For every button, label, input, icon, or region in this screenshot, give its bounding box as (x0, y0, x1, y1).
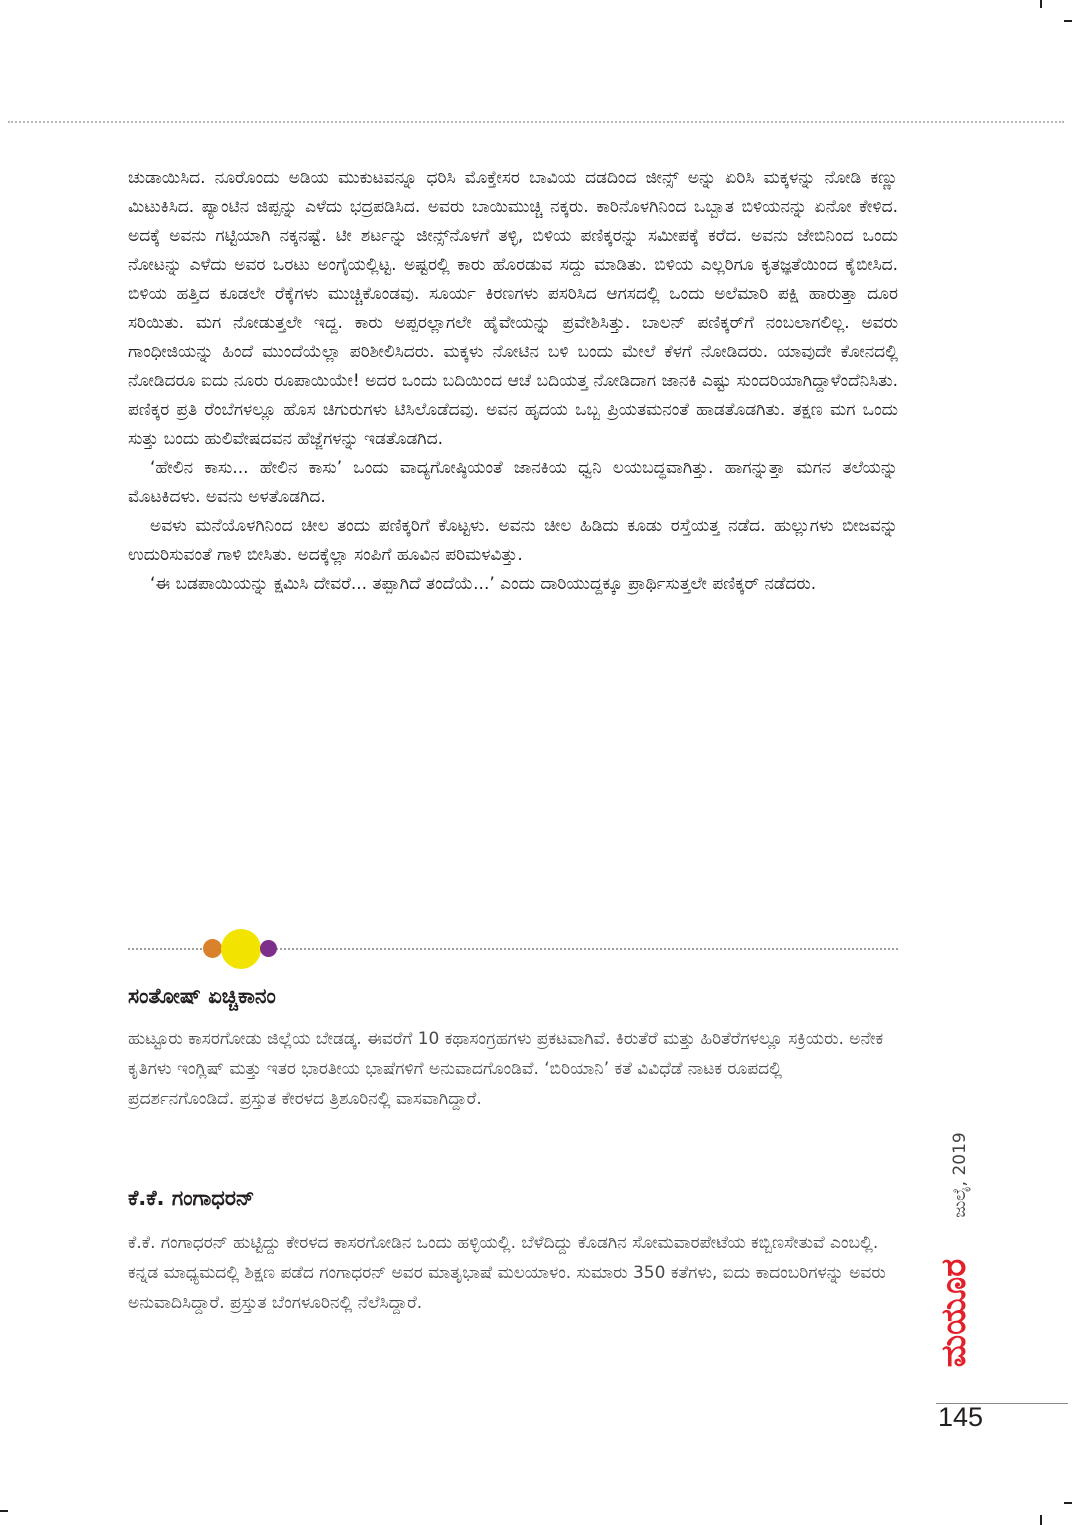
page-number: 145 (938, 1402, 984, 1432)
magazine-logo-text: ಮಯೂರ (934, 1258, 974, 1368)
header-dotted-rule (8, 121, 1064, 123)
issue-date-label: ಜುಲೈ, 2019 (950, 1132, 970, 1218)
author-name: ಸಂತೋಷ್ ಏಚ್ಚಿಕಾನಂ (128, 984, 276, 1008)
author-bio: ಹುಟ್ಟೂರು ಕಾಸರಗೋಡು ಜಿಲ್ಲೆಯ ಬೇಡಡ್ಕ. ಈವರೆಗೆ 10 ಕಥಾಸಂಗ್ರಹಗಳು ಪ್ರಕಟವಾಗಿವೆ. ಕಿರುತೆರೆ ಮತ್ತು ಹಿರಿತೆರೆಗಳಲ್ಲೂ ಸಕ್ರಿಯರು. ಅನೇಕ ಕೃತಿಗಳು ಇಂಗ್ಲಿಷ್ ಮತ್ತು ಇತರ ಭಾರತೀಯ ಭಾಷೆಗಳಿಗೆ ಅನುವಾದಗೊಂಡಿವೆ. ‘ಬಿರಿಯಾನಿ’ ಕತೆ ವಿವಿಧೆಡೆ ನಾಟಕ ರೂಪದಲ್ಲಿ ಪ್ರದರ್ಶನಗೊಂಡಿದೆ. ಪ್ರಸ್ತುತ ಕೇರಳದ ತ್ರಿಶೂರಿನಲ್ಲಿ ವಾಸವಾಗಿದ್ದಾರೆ. (128, 1029, 884, 1109)
crop-mark (0, 1510, 8, 1512)
magazine-logo (928, 1238, 980, 1388)
issue-date (940, 1120, 980, 1230)
story-paragraph: ಚುಡಾಯಿಸಿದ. ನೂರೊಂದು ಅಡಿಯ ಮುಕುಟವನ್ನೂ ಧರಿಸಿ ಮೊಕ್ತೇಸರ ಬಾವಿಯ ದಡದಿಂದ ಜೀನ್ಸ್ ಅನ್ನು ಏರಿಸಿ ಮಕ್ಕಳನ್ನು ನೋಡಿ ಕಣ್ಣು ಮಿಟುಕಿಸಿದ. ಪ್ಯಾಂಟಿನ ಜಿಪ್ಪನ್ನು ಎಳೆದು ಭದ್ರಪಡಿಸಿದ. ಅವರು ಬಾಯಿಮುಚ್ಚಿ ನಕ್ಕರು. ಕಾರಿನೊಳಗಿನಿಂದ ಒಬ್ಬಾತ ಬಿಳಿಯನನ್ನು ಏನೋ ಕೇಳಿದ. ಅದಕ್ಕೆ ಅವನು ಗಟ್ಟಿಯಾಗಿ ನಕ್ಕನಷ್ಟೆ. ಟೀ ಶರ್ಟನ್ನು ಜೀನ್ಸ್‌ನೊಳಗೆ ತಳ್ಳಿ, ಬಿಳಿಯ ಪಣಿಕ್ಕರನ್ನು ಸಮೀಪಕ್ಕೆ ಕರೆದ. ಅವನು ಜೇಬಿನಿಂದ ಒಂದು ನೋಟನ್ನು ಎಳೆದು ಅವರ ಒರಟು ಅಂಗೈಯಲ್ಲಿಟ್ಟ. ಅಷ್ಟರಲ್ಲಿ ಕಾರು ಹೊರಡುವ ಸದ್ದು ಮಾಡಿತು. ಬಿಳಿಯ ಎಲ್ಲರಿಗೂ ಕೃತಜ್ಞತೆಯಿಂದ ಕೈಬೀಸಿದ. ಬಿಳಿಯ ಹತ್ತಿದ ಕೂಡಲೇ ರೆಕ್ಕೆಗಳು ಮುಚ್ಚಿಕೊಂಡವು. ಸೂರ್ಯ ಕಿರಣಗಳು ಪಸರಿಸಿದ ಆಗಸದಲ್ಲಿ ಒಂದು ಅಲೆಮಾರಿ ಪಕ್ಷಿ ಹಾರುತ್ತಾ ದೂರ ಸರಿಯಿತು. ಮಗ ನೋಡುತ್ತಲೇ ಇದ್ದ. ಕಾರು ಅಪ್ಪರಲ್ಲಾಗಲೇ ಹೈವೇಯನ್ನು ಪ್ರವೇಶಿಸಿತ್ತು. ಬಾಲನ್ ಪಣಿಕ್ಕರ್‌ಗೆ ನಂಬಲಾಗಲಿಲ್ಲ. ಅವರು ಗಾಂಧೀಜಿಯನ್ನು ಹಿಂದೆ ಮುಂದೆಯೆಲ್ಲಾ ಪರಿಶೀಲಿಸಿದರು. ಮಕ್ಕಳು ನೋಟಿನ ಬಳಿ ಬಂದು ಮೇಲೆ ಕೆಳಗೆ ನೋಡಿದರು. ಯಾವುದೇ ಕೋನದಲ್ಲಿ ನೋಡಿದರೂ ಐದು ನೂರು ರೂಪಾಯಿಯೇ! ಅದರ ಒಂದು ಬದಿಯಿಂದ ಆಚೆ ಬದಿಯತ್ತ ನೋಡಿದಾಗ ಜಾನಕಿ ಎಷ್ಟು ಸುಂದರಿಯಾಗಿದ್ದಾಳೆಂದೆನಿಸಿತು. ಪಣಿಕ್ಕರ ಪ್ರತಿ ರೆಂಬೆಗಳಲ್ಲೂ ಹೊಸ ಚಿಗುರುಗಳು ಟಿಸಿಲೊಡೆದವು. ಅವನ ಹೃದಯ ಒಬ್ಬ ಪ್ರಿಯತಮನಂತೆ ಹಾಡತೊಡಗಿತು. ತಕ್ಷಣ ಮಗ ಒಂದು ಸುತ್ತು ಬಂದು ಹುಲಿವೇಷದವನ ಹೆಜ್ಜೆಗಳನ್ನು ಇಡತೊಡಗಿದ. (128, 168, 898, 449)
author-name: ಕೆ.ಕೆ. ಗಂಗಾಧರನ್ (128, 1186, 255, 1210)
story-paragraph: ‘ಈ ಬಡಪಾಯಿಯನ್ನು ಕ್ಷಮಿಸಿ ದೇವರೆ... ತಪ್ಪಾಗಿದೆ ತಂದೆಯೆ...’ ಎಂದು ದಾರಿಯುದ್ದಕ್ಕೂ ಪ್ರಾರ್ಥಿಸುತ್ತಲೇ ಪಣಿಕ್ಕರ್ ನಡೆದರು. (150, 574, 817, 594)
orange-dot-ornament (203, 939, 222, 958)
purple-dot-ornament (260, 940, 277, 957)
crop-mark (1064, 1502, 1072, 1504)
yellow-dot-ornament (221, 929, 261, 969)
crop-mark (1040, 1515, 1042, 1525)
crop-mark (1040, 0, 1042, 8)
story-paragraph: ಅವಳು ಮನೆಯೊಳಗಿನಿಂದ ಚೀಲ ತಂದು ಪಣಿಕ್ಕರಿಗೆ ಕೊಟ್ಟಳು. ಅವನು ಚೀಲ ಹಿಡಿದು ಕೂಡು ರಸ್ತೆಯತ್ತ ನಡೆದ. ಹುಲ್ಲುಗಳು ಬೀಜವನ್ನು ಉದುರಿಸುವಂತೆ ಗಾಳಿ ಬೀಸಿತು. ಅದಕ್ಕೆಲ್ಲಾ ಸಂಪಿಗೆ ಹೂವಿನ ಪರಿಮಳವಿತ್ತು. (128, 516, 898, 565)
story-text (128, 164, 898, 599)
crop-mark (1064, 20, 1072, 22)
story-paragraph: ‘ಹೇಲಿನ ಕಾಸು... ಹೇಲಿನ ಕಾಸು’ ಒಂದು ವಾದ್ಯಗೋಷ್ಠಿಯಂತೆ ಜಾನಕಿಯ ಧ್ವನಿ ಲಯಬದ್ಧವಾಗಿತ್ತು. ಹಾಗನ್ನುತ್ತಾ ಮಗನ ತಲೆಯನ್ನು ಮೊಟಕಿದಳು. ಅವನು ಅಳತೊಡಗಿದ. (128, 458, 898, 507)
author-bio: ಕೆ.ಕೆ. ಗಂಗಾಧರನ್ ಹುಟ್ಟಿದ್ದು ಕೇರಳದ ಕಾಸರಗೋಡಿನ ಒಂದು ಹಳ್ಳಿಯಲ್ಲಿ. ಬೆಳೆದಿದ್ದು ಕೊಡಗಿನ ಸೋಮವಾರಪೇಟೆಯ ಕಬ್ಬಿಣಸೇತುವೆ ಎಂಬಲ್ಲಿ. ಕನ್ನಡ ಮಾಧ್ಯಮದಲ್ಲಿ ಶಿಕ್ಷಣ ಪಡೆದ ಗಂಗಾಧರನ್ ಅವರ ಮಾತೃಭಾಷೆ ಮಲಯಾಳಂ. ಸುಮಾರು 350 ಕತೆಗಳು, ಐದು ಕಾದಂಬರಿಗಳನ್ನು ಅವರು ಅನುವಾದಿಸಿದ್ದಾರೆ. ಪ್ರಸ್ತುತ ಬೆಂಗಳೂರಿನಲ್ಲಿ ನೆಲೆಸಿದ್ದಾರೆ. (128, 1233, 886, 1313)
